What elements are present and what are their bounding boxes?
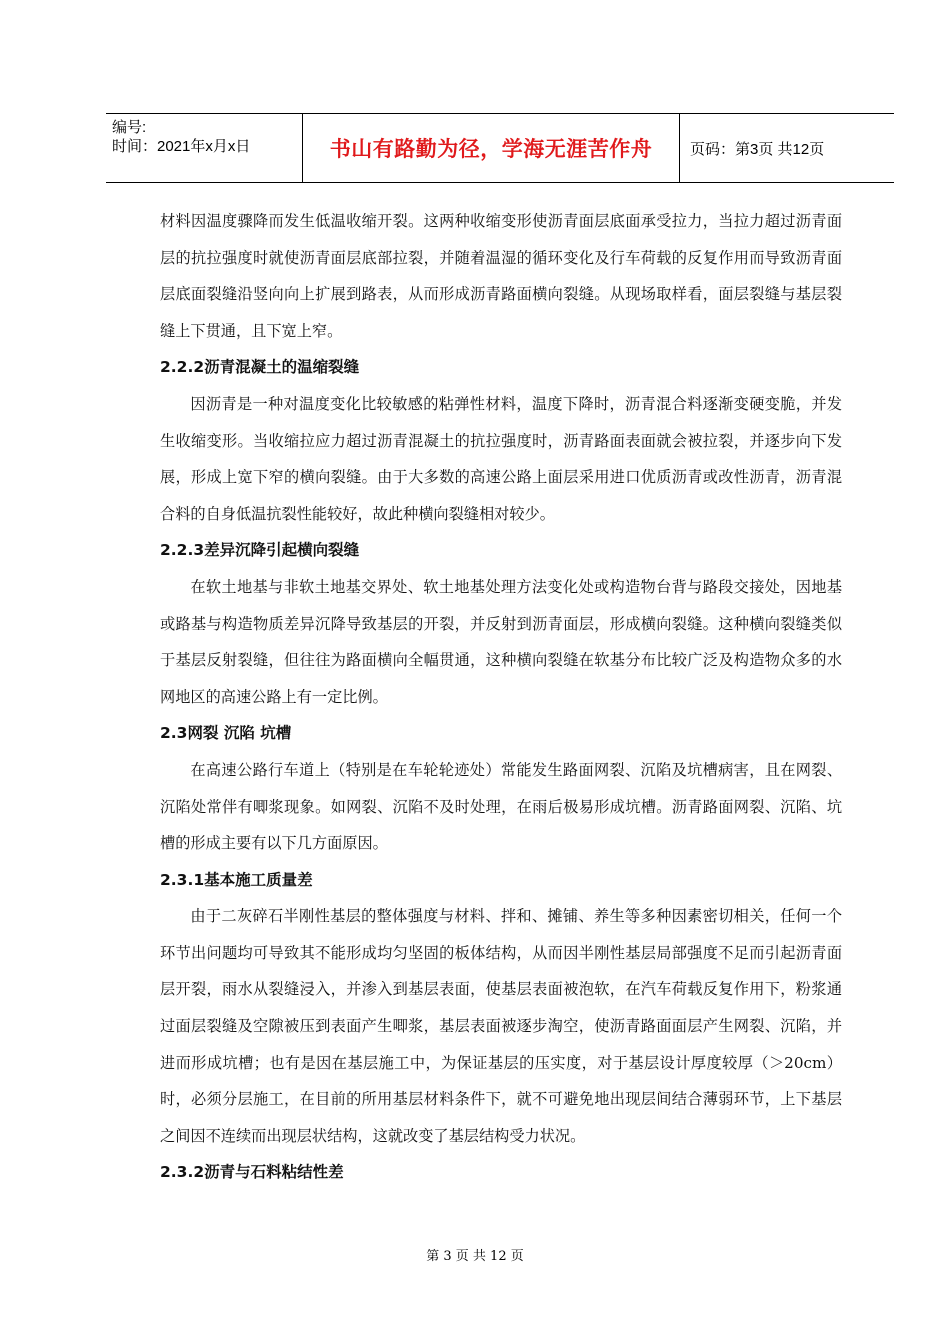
section-heading: 2.3网裂 沉陷 坑槽 [160,724,292,743]
page-footer: 第 3 页 共 12 页 [426,1249,524,1264]
header-page-code: 页码：第3页 共12页 [690,140,825,158]
date-label: 时间：2021年x月x日 [112,138,251,155]
section-heading: 2.2.2沥青混凝土的温缩裂缝 [160,358,360,377]
section-heading: 2.3.1基本施工质量差 [160,870,313,889]
paragraph: 在高速公路行车道上（特别是在车轮轮迹处）常能发生路面网裂、沉陷及坑槽病害，且在网裂、沉陷处常伴有唧浆现象。如网裂、沉陷不及时处理，在雨后极易形成坑槽。沥青路面网裂、沉陷、坑槽的形成主要有以下几方面原因。 [160,760,842,853]
document-body [160,203,842,1191]
paragraph: 由于二灰碎石半刚性基层的整体强度与材料、拌和、摊铺、养生等多种因素密切相关，任何一个环节出问题均可导致其不能形成均匀坚固的板体结构，从而因半刚性基层局部强度不足而引起沥青面层开裂，雨水从裂缝浸入，并渗入到基层表面，使基层表面被泡软，在汽车荷载反复作用下，粉浆通过面层裂缝及空隙被压到表面产生唧浆，基层表面被逐步淘空，使沥青路面面层产生网裂、沉陷，并进而形成坑槽；也有是因在基层施工中，为保证基层的压实度，对于基层设计厚度较厚（＞20cm）时，必须分层施工，在目前的所用基层材料条件下，就不可避免地出现层间结合薄弱环节，上下基层之间因不连续而出现层状结构，这就改变了基层结构受力状况。 [160,907,842,1145]
paragraph: 在软土地基与非软土地基交界处、软土地基处理方法变化处或构造物台背与路段交接处，因地基或路基与构造物质差异沉降导致基层的开裂，并反射到沥青面层，形成横向裂缝。这种横向裂缝类似于基层反射裂缝，但往往为路面横向全幅贯通，这种横向裂缝在软基分布比较广泛及构造物众多的水网地区的高速公路上有一定比例。 [160,577,842,706]
paragraph: 材料因温度骤降而发生低温收缩开裂。这两种收缩变形使沥青面层底面承受拉力，当拉力超过沥青面层的抗拉强度时就使沥青面层底部拉裂，并随着温湿的循环变化及行车荷载的反复作用而导致沥青面层底面裂缝沿竖向向上扩展到路表，从而形成沥青路面横向裂缝。从现场取样看，面层裂缝与基层裂缝上下贯通，且下宽上窄。 [160,212,842,340]
header-meta [106,114,303,182]
header-motto: 书山有路勤为径，学海无涯苦作舟 [303,114,680,182]
serial-number-label: 编号: [112,119,147,136]
page-header [106,113,894,183]
section-heading: 2.3.2沥青与石料粘结性差 [160,1163,344,1182]
section-heading: 2.2.3差异沉降引起横向裂缝 [160,541,360,560]
paragraph: 因沥青是一种对温度变化比较敏感的粘弹性材料，温度下降时，沥青混合料逐渐变硬变脆，并发生收缩变形。当收缩拉应力超过沥青混凝土的抗拉强度时，沥青路面表面就会被拉裂，并逐步向下发展，形成上宽下窄的横向裂缝。由于大多数的高速公路上面层采用进口优质沥青或改性沥青，沥青混合料的自身低温抗裂性能较好，故此种横向裂缝相对较少。 [160,394,842,523]
